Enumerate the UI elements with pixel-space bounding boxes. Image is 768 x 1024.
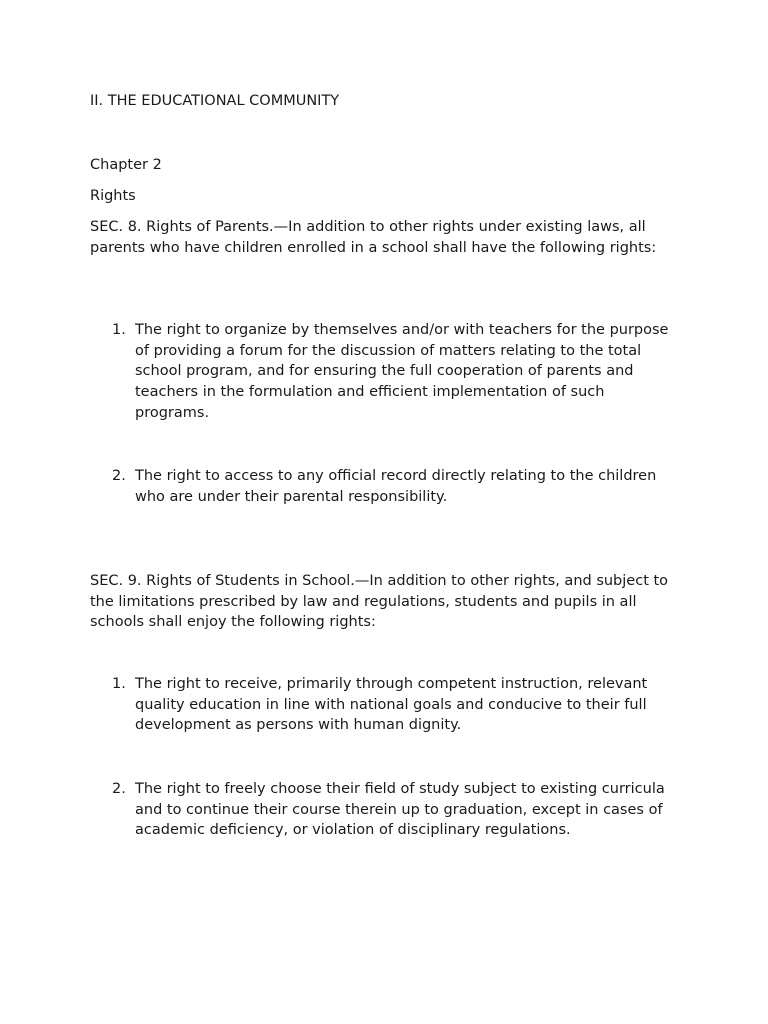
list-number: 2. (112, 781, 126, 797)
list-number: 1. (112, 322, 126, 338)
list-item-text: The right to access to any official record directly relating to the children who are under their parental responsibility. (135, 468, 657, 505)
chapter-title: Rights (90, 188, 136, 204)
list-item-text: The right to freely choose their field of study subject to existing curricula and to continue their course therein up to graduation, except in cases of academic deficiency, or violation of disciplinary regulations. (135, 781, 665, 839)
list-number: 2. (112, 468, 126, 484)
chapter-label: Chapter 2 (90, 157, 162, 173)
sec8-intro: SEC. 8. Rights of Parents.—In addition to other rights under existing laws, all parents who have children enrolled in a school shall have the following rights: (90, 219, 657, 256)
section-heading: II. THE EDUCATIONAL COMMUNITY (90, 93, 340, 109)
sec9-intro: SEC. 9. Rights of Students in School.—In addition to other rights, and subject to the limitations prescribed by law and regulations, students and pupils in all schools shall enjoy the following rights: (90, 573, 669, 631)
list-item-text: The right to receive, primarily through competent instruction, relevant quality education in line with national goals and conducive to their full development as persons with human dignity. (135, 676, 648, 734)
list-number: 1. (112, 676, 126, 692)
list-item-text: The right to organize by themselves and/or with teachers for the purpose of providing a forum for the discussion of matters relating to the total school program, and for ensuring the full cooperation of parents and teachers in the formulation and efficient implementation of such programs. (135, 322, 669, 421)
